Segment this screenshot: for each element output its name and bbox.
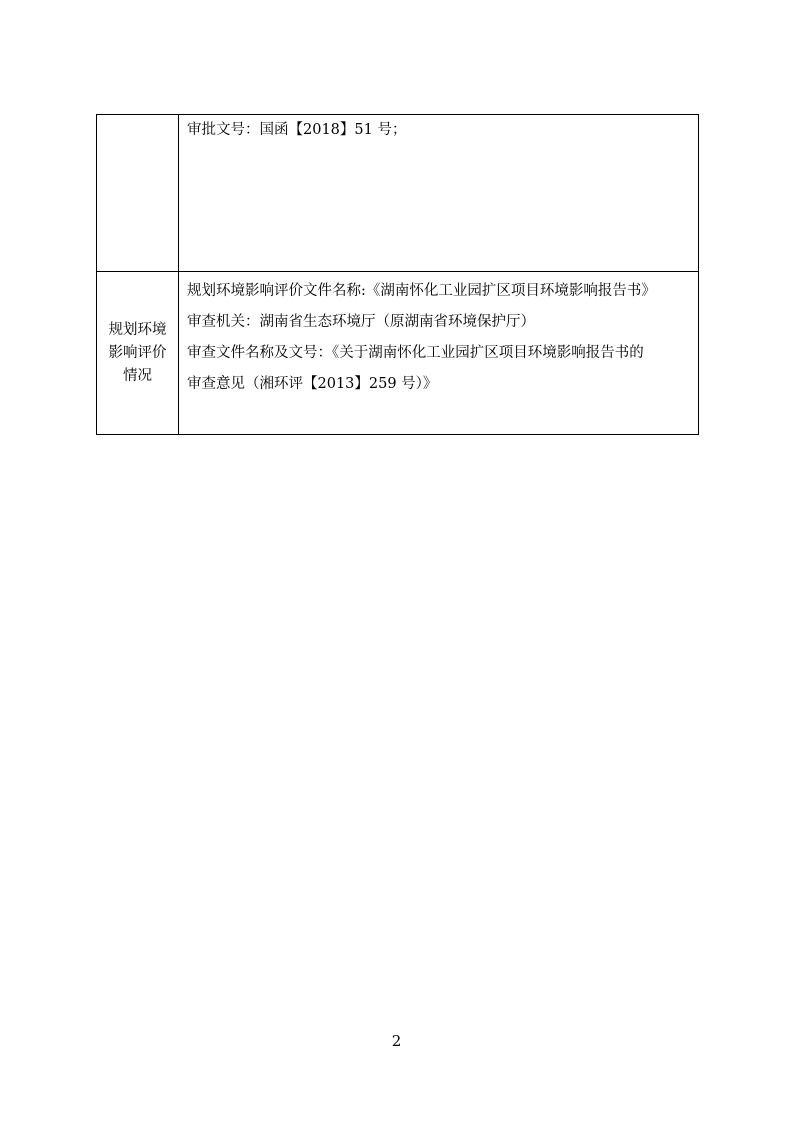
label-cell-plan-eia (97, 272, 179, 435)
content-cell-approval (179, 115, 699, 272)
table-row-plan-eia (97, 272, 699, 435)
plan-eia-name-text: 规划环境影响评价文件名称:《湖南怀化工业园扩区项目环境影响报告书》 (187, 283, 656, 299)
label-line-1: 规划环境 (108, 321, 167, 338)
label-line-3: 情况 (123, 367, 152, 384)
table-row-approval (97, 115, 699, 272)
approval-number-text: 审批文号：国函【2018】51 号； (187, 122, 407, 138)
label-cell-empty (97, 115, 179, 272)
info-table (96, 114, 699, 435)
page-number: 2 (391, 1032, 402, 1050)
review-document-text-line2: 审查意见（湘环评【2013】259 号）》 (187, 376, 438, 392)
content-cell-plan-eia (179, 272, 699, 435)
review-agency-text: 审查机关：湖南省生态环境厅（原湖南省环境保护厅） (187, 314, 535, 330)
review-document-text-line1: 审查文件名称及文号：《关于湖南怀化工业园扩区项目环境影响报告书的 (187, 345, 644, 361)
label-line-2: 影响评价 (108, 344, 167, 361)
